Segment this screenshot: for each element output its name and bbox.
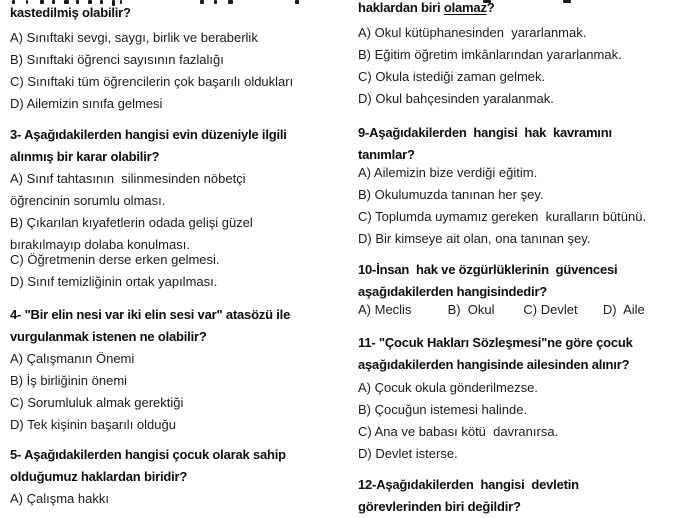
question-9-heading-line-2: tanımlar? xyxy=(358,147,415,162)
question-9-option-b: B) Okulumuzda tanınan her şey. xyxy=(358,187,544,202)
heading-text: haklardan biri xyxy=(358,0,444,15)
question-5-block xyxy=(10,444,348,510)
question-9-heading-line-1: 9-Aşağıdakilerden hangisi hak kavramını xyxy=(358,125,612,140)
question-4-option-b: B) İş birliğinin önemi xyxy=(10,373,128,388)
question-5-option-a: A) Çalışma hakkı xyxy=(10,491,109,506)
question-11-option-d: D) Devlet isterse. xyxy=(358,446,458,461)
question-3-heading-line-2: alınmış bir karar olabilir? xyxy=(10,149,160,164)
question-11-option-c: C) Ana ve babası kötü davranırsa. xyxy=(358,424,559,439)
question-3-option-b-line-2: bırakılmayıp dolaba konulması. xyxy=(10,237,190,252)
question-2-option-b: B) Sınıftaki öğrenci sayısının fazlalığı xyxy=(10,52,224,67)
question-4-heading-line-2: vurgulanmak istenen ne olabilir? xyxy=(10,329,207,344)
question-3-heading-line-1: 3- Aşağıdakilerden hangisi evin düzeniyle ilgili xyxy=(10,127,287,142)
question-3-option-d: D) Sınıf temizliğinin ortak yapılması. xyxy=(10,274,218,289)
underlined-word: olamaz xyxy=(443,0,487,15)
question-10-heading-block xyxy=(358,259,676,303)
question-9-option-a: A) Ailemizin bize verdiği eğitim. xyxy=(358,165,538,180)
question-2-heading-block xyxy=(10,2,348,24)
question-9-option-d: D) Bir kimseye ait olan, ona tanınan şey. xyxy=(358,231,591,246)
question-5-heading-line-2: olduğumuz haklardan biridir? xyxy=(10,469,188,484)
question-2-heading-partial: kastedilmiş olabilir? xyxy=(10,5,131,20)
question-3-option-a-line-2: öğrencinin sorumlu olması. xyxy=(10,193,166,208)
left-column xyxy=(10,0,348,509)
question-8-option-a: A) Okul kütüphanesinden yararlanmak. xyxy=(358,25,587,40)
question-2-option-c: C) Sınıftaki tüm öğrencilerin çok başarılı oldukları xyxy=(10,74,294,89)
question-10-options xyxy=(358,299,676,321)
question-8-heading-partial xyxy=(358,0,676,19)
heading-text: ? xyxy=(486,0,495,15)
question-9-heading-block xyxy=(358,122,676,166)
question-4-heading-block xyxy=(10,304,348,348)
question-12-heading-line-2-partial: görevlerinden biri değildir? xyxy=(358,499,521,514)
question-4-option-d: D) Tek kişinin başarılı olduğu xyxy=(10,417,176,432)
question-4-option-c: C) Sorumluluk almak gerektiği xyxy=(10,395,184,410)
question-8-option-d: D) Okul bahçesinden yaralanmak. xyxy=(358,91,554,106)
question-12-heading-line-1: 12-Aşağıdakilerden hangisi devletin xyxy=(358,477,579,492)
question-2-option-a: A) Sınıftaki sevgi, saygı, birlik ve beraberlik xyxy=(10,30,258,45)
question-8-option-c: C) Okula istediği zaman gelmek. xyxy=(358,69,546,84)
question-2-option-d: D) Ailemizin sınıfa gelmesi xyxy=(10,96,163,111)
question-11-options xyxy=(358,377,676,465)
question-3-options-cd xyxy=(10,249,348,293)
question-8-heading-block xyxy=(358,0,676,19)
question-10-heading-line-2: aşağıdakilerden hangisindedir? xyxy=(358,284,548,299)
question-3-block xyxy=(10,124,348,256)
question-11-option-b: B) Çocuğun istemesi halinde. xyxy=(358,402,528,417)
question-8-option-b: B) Eğitim öğretim imkânlarından yararlanmak. xyxy=(358,47,622,62)
question-2-options xyxy=(10,27,348,115)
question-11-option-a: A) Çocuk okula gönderilmezse. xyxy=(358,380,538,395)
question-3-option-b-line-1: B) Çıkarılan kıyafetlerin odada gelişi güzel xyxy=(10,215,253,230)
question-10-heading-line-1: 10-İnsan hak ve özgürlüklerinin güvencesi xyxy=(358,262,618,277)
question-5-heading-line-1: 5- Aşağıdakilerden hangisi çocuk olarak sahip xyxy=(10,447,286,462)
right-column xyxy=(358,0,676,514)
question-11-heading-block xyxy=(358,332,676,376)
question-9-option-c: C) Toplumda uymamız gereken kuralların bütünü. xyxy=(358,209,647,224)
question-11-heading-line-1: 11- "Çocuk Hakları Sözleşmesi"ne göre çocuk xyxy=(358,335,633,350)
question-12-heading-block xyxy=(358,474,676,518)
question-4-heading-line-1: 4- "Bir elin nesi var iki elin sesi var" atasözü ile xyxy=(10,307,291,322)
question-4-option-a: A) Çalışmanın Önemi xyxy=(10,351,135,366)
question-10-options-inline: A) Meclis B) Okul C) Devlet D) Aile xyxy=(358,302,645,317)
question-11-heading-line-2: aşağıdakilerden hangisinde ailesinden alınır? xyxy=(358,357,630,372)
question-8-options xyxy=(358,22,676,110)
question-4-options xyxy=(10,348,348,436)
question-9-options xyxy=(358,162,676,250)
question-3-option-a-line-1: A) Sınıf tahtasının silinmesinden nöbetçi xyxy=(10,171,246,186)
question-3-option-c: C) Öğretmenin derse erken gelmesi. xyxy=(10,252,220,267)
